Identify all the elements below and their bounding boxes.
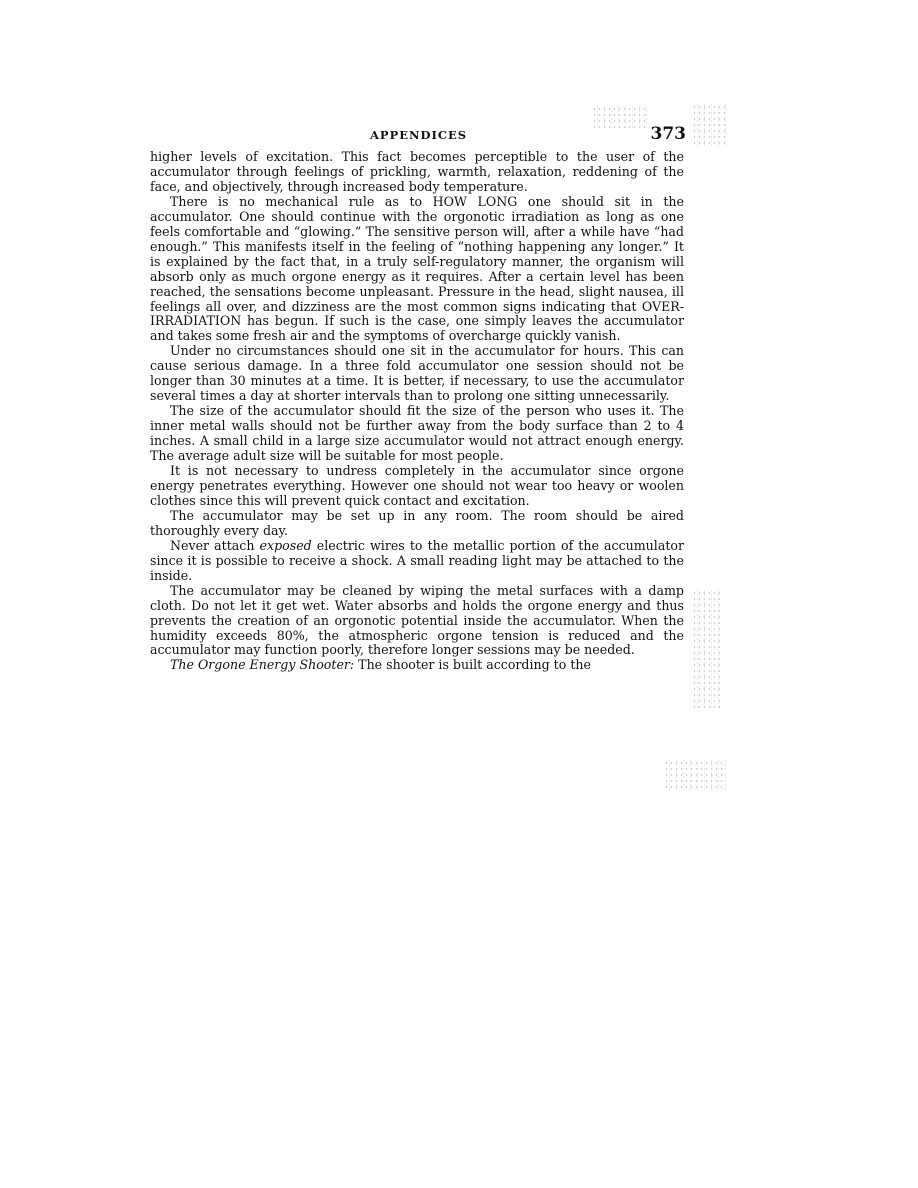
paragraph-excitation: higher levels of excitation. This fact becomes perceptible to the user of the accumulator through feelings of prickling, warmth, relaxation, reddening of the face, and objectively, through increased body temperature. [150, 149, 684, 194]
page-number: 373 [650, 124, 686, 144]
scan-speckle-margin [692, 590, 720, 710]
paragraph-how-long: There is no mechanical rule as to HOW LONG one should sit in the accumulator. One should continue with the orgonotic irradiation as long as one feels comfortable and “glowing.” The sensitive person will, after a while have “had enough.” This manifests itself in the feeling of “nothing happening any longer.” It is explained by the fact that, in a truly self-regulatory manner, the organism will absorb only as much orgone energy as it requires. After a certain level has been reached, the sensations become unpleasant. Pressure in the head, slight nausea, ill feelings all over, and dizziness are the most common signs indicating that OVER-IRRADIATION has begun. If such is the case, one simply leaves the accumulator and takes some fresh air and the symptoms of overcharge quickly vanish. [150, 193, 684, 344]
page-header [150, 124, 686, 148]
scan-speckle-bottom [664, 760, 726, 790]
running-head: APPENDICES [370, 128, 468, 142]
shooter-text: The shooter is built according to the [354, 657, 591, 673]
wires-emphasis: exposed [259, 537, 312, 553]
paragraph-cleaning: The accumulator may be cleaned by wiping the metal surfaces with a damp cloth. Do not let it get wet. Water absorbs and holds the orgone energy and thus prevents the creation of an orgonotic potential inside the accumulator. When the humidity exceeds 80%, the atmospheric orgone tension is reduced and the accumulator may function poorly, therefore longer sessions may be needed. [150, 582, 684, 658]
body-text [150, 150, 684, 673]
paragraph-room: The accumulator may be set up in any room. The room should be aired thoroughly every day. [150, 507, 684, 538]
scan-speckle-top-right [692, 104, 726, 146]
paragraph-electric-wires [150, 539, 684, 584]
wires-text-before: Never attach [170, 537, 260, 553]
shooter-heading: The Orgone Energy Shooter: [170, 657, 355, 673]
wires-text-after: electric wires to the metallic portion of the accumulator since it is possible to receive a shock. A small reading light may be attached to the inside. [150, 537, 684, 583]
paragraph-session-length: Under no circumstances should one sit in the accumulator for hours. This can cause serious damage. In a three fold accumulator one session should not be longer than 30 minutes at a time. It is better, if necessary, to use the accumulator several times a day at shorter intervals than to prolong one sitting unnecessarily. [150, 343, 684, 404]
paragraph-clothing: It is not necessary to undress completely in the accumulator since orgone energy penetrates everything. However one should not wear too heavy or woolen clothes since this will prevent quick contact and excitation. [150, 463, 684, 508]
paragraph-shooter [150, 658, 684, 673]
paragraph-accumulator-size: The size of the accumulator should fit the size of the person who uses it. The inner metal walls should not be further away from the body surface than 2 to 4 inches. A small child in a large size accumulator would not attract enough energy. The average adult size will be suitable for most people. [150, 403, 684, 464]
